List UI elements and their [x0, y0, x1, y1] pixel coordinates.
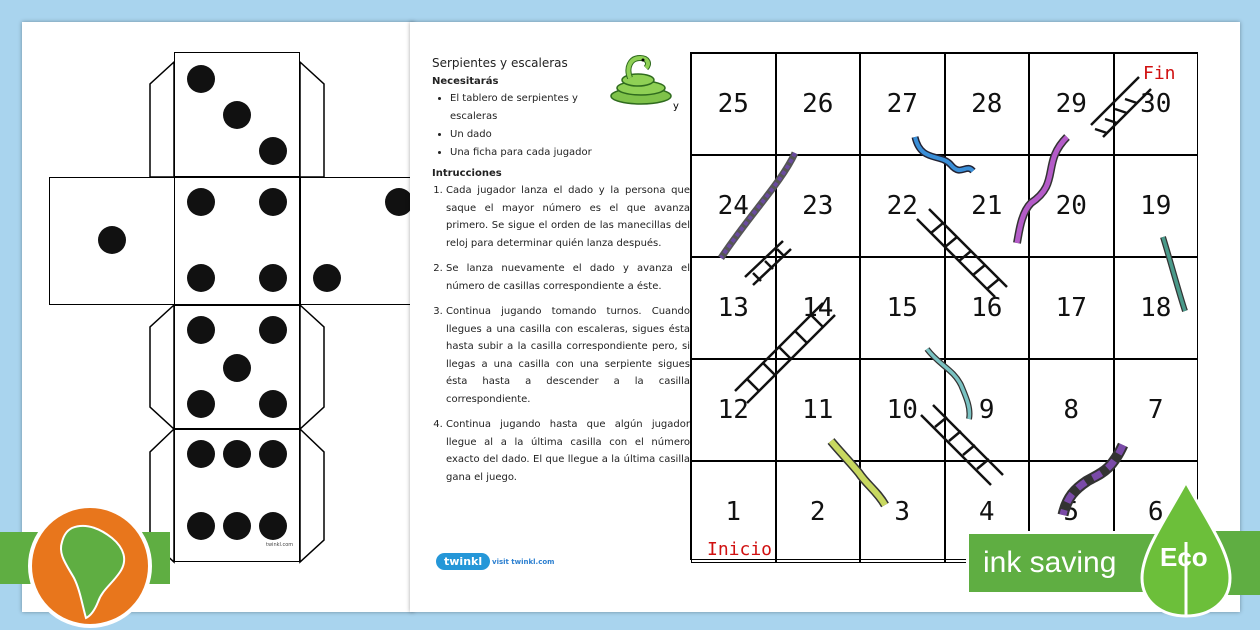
ladder-icon [735, 303, 835, 403]
worksheet-title: Serpientes y escaleras [432, 56, 568, 70]
board-cell-26: 26 [776, 53, 861, 155]
south-america-map-icon [28, 504, 152, 628]
instructions-panel [428, 52, 690, 494]
ladder-icon [1091, 77, 1151, 137]
board-cell-16: 16 [945, 257, 1030, 359]
finish-label: Fin [1143, 63, 1176, 84]
list-item: • Una ficha para cada jugador [450, 144, 690, 162]
ladder-icon [917, 209, 1007, 297]
board-cell-5: 5 [1029, 461, 1114, 563]
board-cell-29: 29 [1029, 53, 1114, 155]
list-item: 2. Se lanza nuevamente el dado y avanza el número de casillas correspondiente a éste. [446, 260, 690, 295]
snake-icon [927, 349, 970, 419]
board-cell-3: 3 [860, 461, 945, 563]
board-cell-9: 9 [945, 359, 1030, 461]
game-board [690, 52, 1198, 560]
dice-face-5 [174, 305, 300, 429]
board-cell-7: 7 [1114, 359, 1199, 461]
start-label: Inicio [707, 539, 773, 560]
twinkl-logo: twinkl [436, 553, 490, 570]
board-cell-28: 28 [945, 53, 1030, 155]
list-item: 1. Cada jugador lanza el dado y la persona que saque el mayor número es el que avanza primero. Se sigue el orden de las manecillas del reloj para determinar quién lanza después. [446, 182, 690, 252]
needs-extra-y: y [673, 101, 679, 112]
ladder-icon [745, 241, 791, 285]
board-cell-27: 27 [860, 53, 945, 155]
board-cell-14: 14 [776, 257, 861, 359]
board-cell-2: 2 [776, 461, 861, 563]
board-cell-4: 4 [945, 461, 1030, 563]
list-item: • Un dado [450, 126, 690, 144]
board-cell-24: 24 [691, 155, 776, 257]
board-cell-20: 20 [1029, 155, 1114, 257]
board-cell-6: 6 [1114, 461, 1199, 563]
eco-label: Eco [1160, 542, 1208, 572]
board-cell-18: 18 [1114, 257, 1199, 359]
list-item: • El tablero de serpientes y escaleras [450, 90, 600, 126]
board-cell-12: 12 [691, 359, 776, 461]
snake-illustration-icon [608, 50, 674, 106]
ladder-icon [921, 405, 1003, 485]
needs-heading: Necesitarás [432, 76, 499, 87]
board-cell-13: 13 [691, 257, 776, 359]
game-page [410, 22, 1240, 612]
dice-face-6 [174, 177, 300, 305]
board-cell-17: 17 [1029, 257, 1114, 359]
dice-credit: twinkl.com [266, 542, 294, 548]
board-cell-21: 21 [945, 155, 1030, 257]
dice-face-partial [300, 177, 414, 305]
instructions-heading: Intrucciones [432, 168, 502, 179]
ink-saving-label: ink saving [983, 546, 1117, 579]
list-item: 3. Continua jugando tomando turnos. Cuando llegues a una casilla con escaleras, sigues ésta hasta subir a la casilla correspondiente pero, si llegas a una casilla con una serpiente sigues ésta hasta a descender a la casilla correspondiente. [446, 303, 690, 408]
board-cell-23: 23 [776, 155, 861, 257]
board-cell-25: 25 [691, 53, 776, 155]
dice-face-3 [174, 52, 300, 177]
board-cell-10: 10 [860, 359, 945, 461]
snakes-ladders-overlay [691, 53, 1199, 561]
board-cell-19: 19 [1114, 155, 1199, 257]
board-cell-8: 8 [1029, 359, 1114, 461]
board-cell-15: 15 [860, 257, 945, 359]
steps-list [428, 182, 690, 486]
snake-icon [1063, 445, 1123, 515]
dice-face-1 [49, 177, 175, 305]
board-cell-1: 1 [691, 461, 776, 563]
list-item: 4. Continua jugando hasta que algún jugador llegue al a la última casilla con el número exacto del dado. El que llegue a la última casilla gana el juego. [446, 416, 690, 486]
board-cell-30: 30 [1114, 53, 1199, 155]
board-cell-22: 22 [860, 155, 945, 257]
board-cell-11: 11 [776, 359, 861, 461]
visit-link[interactable]: visit twinkl.com [492, 558, 555, 566]
